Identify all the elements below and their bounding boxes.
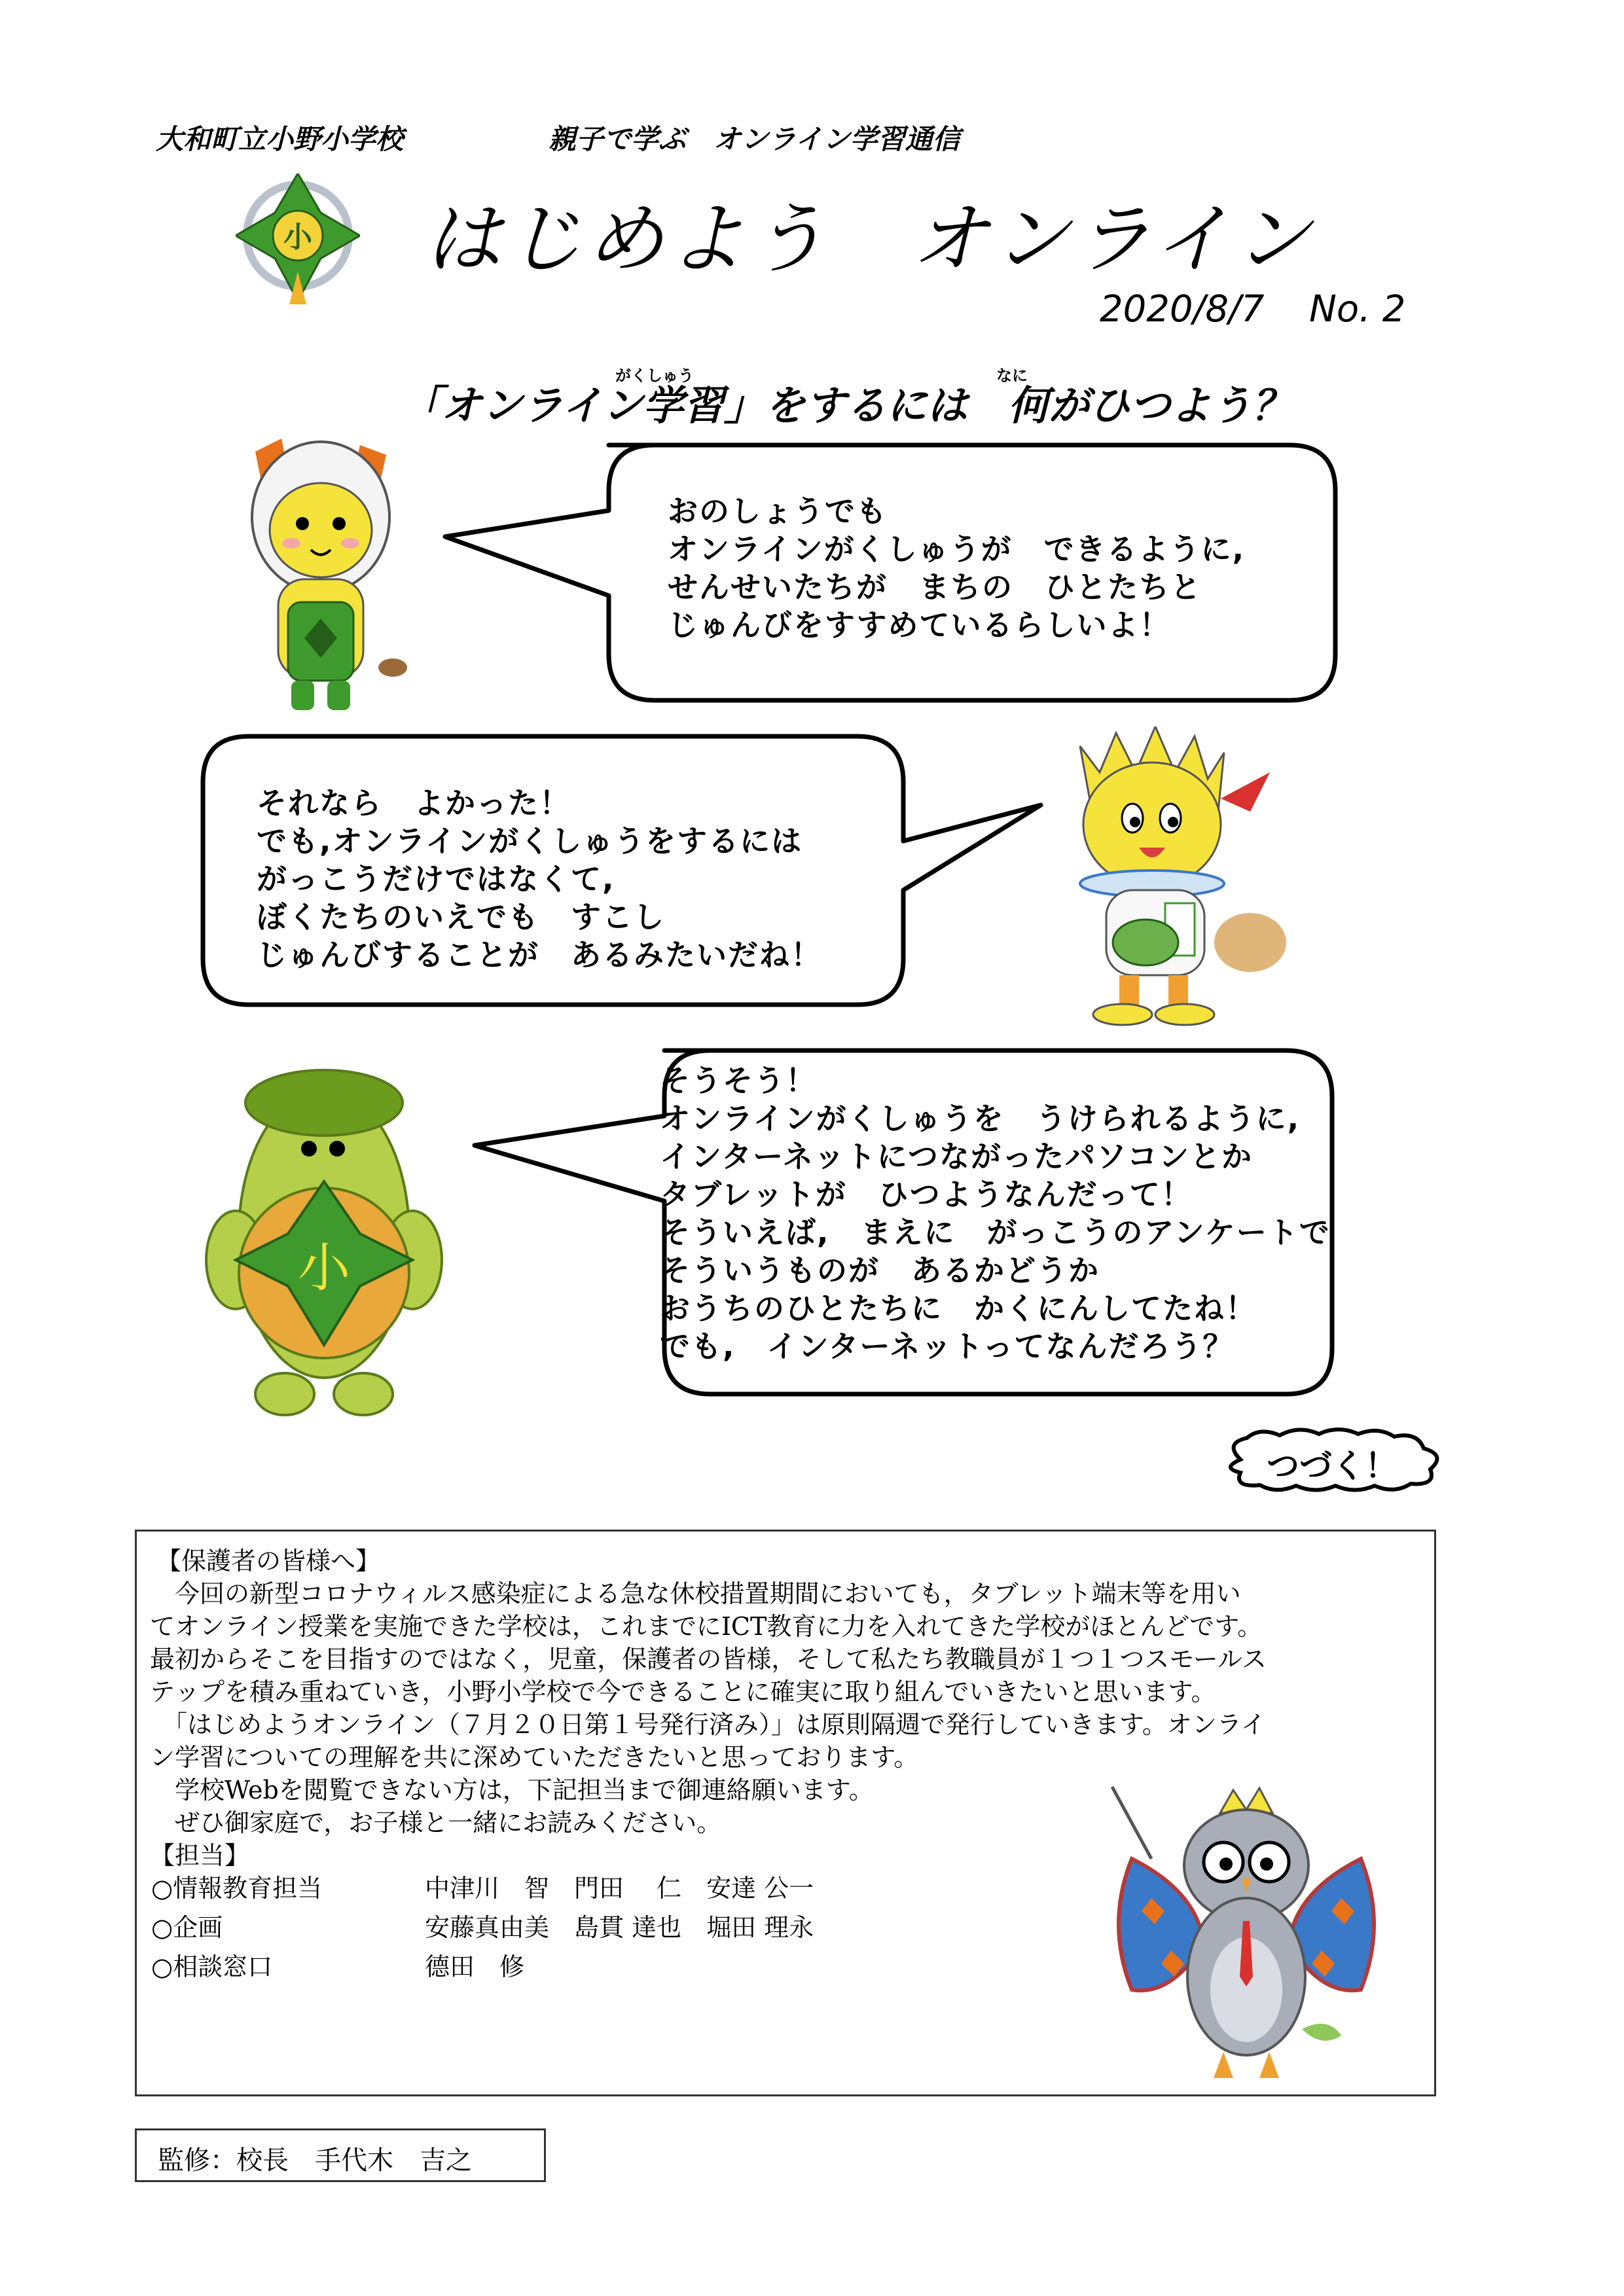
school-name: 大和町立小野小学校 — [156, 123, 404, 155]
continued-label: つづく！ — [1267, 1447, 1398, 1485]
guardian-paragraph-line: ぜひ御家庭で，お子様と一緒にお読みください。 — [150, 1808, 722, 1837]
guardian-paragraph-line: ン学習についての理解を共に深めていただきたいと思っております。 — [150, 1743, 919, 1772]
staff-names: 安藤真由美 島貫 達也 堀田 理永 — [425, 1913, 814, 1942]
bubble-1-line: おのしょうでも — [668, 493, 888, 529]
guardian-paragraph-line: 「はじめようオンライン（７月２０日第１号発行済み）」は原則隔週で発行していきます。オンライ — [150, 1710, 1266, 1739]
staff-role: ○相談窓口 — [151, 1952, 273, 1981]
bubble-3-line: タブレットが ひつようなんだって！ — [660, 1177, 1193, 1212]
guardian-paragraph-line: 最初からそこを目指すのではなく，児童，保護者の皆様，そして私たち教職員が１つ１つスモールス — [150, 1645, 1267, 1674]
staff-role: ○情報教育担当 — [151, 1874, 323, 1903]
staff-role: ○企画 — [151, 1913, 223, 1942]
bubble-3-line: でも, インターネットってなんだろう？ — [660, 1329, 1235, 1364]
bubble-3-line: そうそう！ — [660, 1063, 817, 1098]
bubble-3-line: オンラインがくしゅうを うけられるように, — [660, 1101, 1301, 1136]
mascot-emblem-char: 小 — [298, 1238, 350, 1299]
bubble-3-line: そういうものが あるかどうか — [660, 1253, 1100, 1288]
bubble-3-line: おうちのひとたちに かくにんしてたね！ — [660, 1291, 1257, 1326]
staff-heading: 【担当】 — [150, 1841, 250, 1870]
bubble-2-line: じゅんびすることが あるみたいだね！ — [257, 937, 822, 973]
guardian-paragraph-line: テップを積み重ねていき，小野小学校で今できることに確実に取り組んでいきたいと思います。 — [150, 1677, 1216, 1706]
bubble-1-line: せんせいたちが まちの ひとたちと — [668, 569, 1202, 605]
newsletter-subtitle: 親子で学ぶ オンライン学習通信 — [549, 123, 960, 155]
ruby-nani: なに — [996, 367, 1028, 385]
bubble-3-line: そういえば, まえに がっこうのアンケートで — [660, 1215, 1331, 1250]
staff-names: 德田 修 — [425, 1952, 525, 1981]
bubble-3-line: インターネットにつながったパソコンとか — [660, 1139, 1254, 1174]
school-emblem-icon — [236, 173, 360, 304]
guardian-paragraph-line: 学校Webを閲覧できない方は，下記担当まで御連絡願います。 — [150, 1776, 874, 1804]
guardian-heading: 【保護者の皆様へ】 — [156, 1547, 381, 1575]
supervisor-text: 監修：校長 手代木 吉之 — [158, 2145, 472, 2176]
supervisor-box — [135, 2128, 546, 2182]
issue-number: No. 2 — [1309, 288, 1406, 331]
emblem-char: 小 — [283, 221, 312, 254]
bubble-1-line: じゅんびをすすめているらしいよ！ — [668, 607, 1171, 643]
question-heading: 「オンライン学習」をするには 何がひつよう？ — [401, 382, 1293, 429]
bubble-1-line: オンラインがくしゅうが できるように, — [668, 531, 1246, 567]
bubble-2-line: それなら よかった！ — [257, 785, 571, 821]
ruby-gakushu: がくしゅう — [615, 367, 694, 385]
bubble-2-line: でも,オンラインがくしゅうをするには — [257, 823, 803, 859]
page-title: はじめよう オンライン — [424, 194, 1315, 284]
bubble-3-text — [660, 1062, 1331, 1365]
mascot-hood-character — [229, 432, 412, 720]
bubble-2-line: がっこうだけではなくて, — [257, 861, 615, 897]
mascot-owl-character — [1092, 1780, 1400, 2088]
mascot-spiky-character — [1054, 726, 1303, 1028]
guardian-paragraph-line: てオンライン授業を実施できた学校は，これまでにICT教育に力を入れてきた学校がほとんどです。 — [150, 1612, 1263, 1641]
guardian-notice-box — [135, 1530, 1436, 2096]
staff-names: 中津川 智 門田 仁 安達 公一 — [425, 1874, 814, 1903]
issue-date: 2020/8/7 — [1100, 288, 1265, 331]
bubble-1-text — [668, 492, 1245, 644]
bubble-2-line: ぼくたちのいえでも すこし — [257, 899, 665, 935]
guardian-paragraph-line: 今回の新型コロナウィルス感染症による急な休校措置期間においても，タブレット端末等を用い — [150, 1579, 1241, 1608]
bubble-2-text — [257, 784, 822, 974]
mascot-green-character — [203, 1064, 445, 1417]
